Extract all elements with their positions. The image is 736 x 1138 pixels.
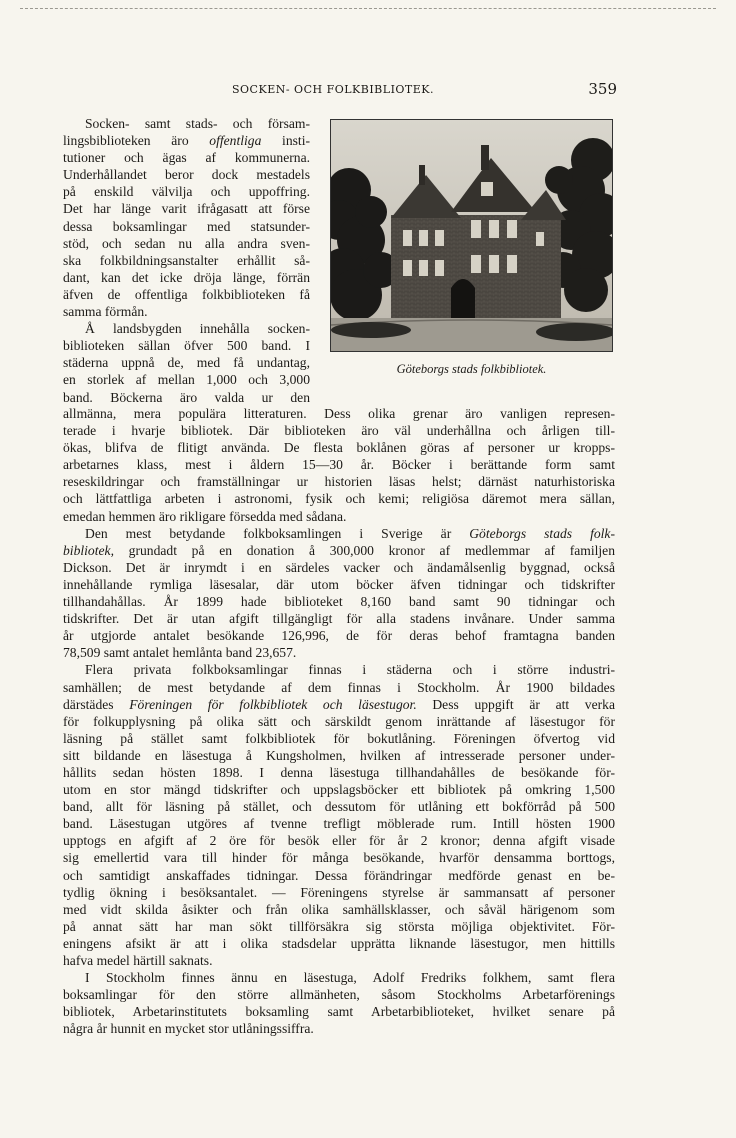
top-edge-rule [20,8,716,9]
text-line: tydlig ökning i besöksantalet. — Föreningens styrelse är sammansatt af personer [63,884,615,900]
text-line: I Stockholm finnes ännu en läsestuga, Adolf Fredriks folkhem, samt flera [85,970,615,986]
text-line: samma förmån. [63,304,148,320]
text-line: för folkupplysning på olika sätt och särskildt genom inrättande af läsestugor för [63,713,615,729]
text-line: samhällen; de mest betydande af dem finnas i Stockholm. År 1900 bildades [63,679,615,695]
emphasis: bibliotek, [63,542,114,558]
text-line: arbetarnes klass, mest i åldern 15—30 år. Böcker i berättande form samt [63,457,615,473]
text-line: läsning på stället samt folkbibliotek för bokutlåning. Föreningen öfvertog vid [63,730,615,746]
left-column-text [63,115,310,406]
text-line: upptogs en afgift af 2 öre för besök eller för år 2 kronor; denna afgift visade [63,833,615,849]
text-line: eningens afsikt är att i olika stadsdelar upprätta liknande läsestugor, men hittills [63,935,615,951]
text-line: band. Böckerna äro valda ur den [63,389,310,405]
text-line: Det har länge varit ifrågasatt att förse [63,201,310,217]
text-line: band, allt för läsning på stället, och dessutom för utlåning ett bokförråd på 500 [63,799,615,815]
text-line: på annat sätt har man sökt tillförsäkra sig största möjliga objektivitet. För- [63,918,615,934]
text-line: ska folkbildningsanstalter erhållit så- [63,252,310,268]
text-line: dant, kan det icke dröja länge, förrän [63,269,310,285]
text-line: sitt bildande en läsestuga å Kungsholmen, hvilken af intresserade personer under- [63,747,615,763]
page-number: 359 [588,80,617,98]
text-line: bibliotek, Arbetarinstitutets boksamling samt Arbetarbiblioteket, hvilket senare på [63,1004,615,1020]
text-line: med vidt skilda åsikter och från olika samhällsklasser, och såväl härigenom som [63,901,615,917]
text-line: bibliotek, grundadt på en donation å 300,000 kronor af medlemmar af familjen [63,542,615,558]
text-line: på enskild välvilja och uppoffring. [63,184,310,200]
text-line: reseskildringar och framställningar ur historien läsas helst; därnäst naturhistoriska [63,474,615,490]
library-building-illustration [331,120,612,351]
emphasis: Göteborgs stads folk- [469,525,615,541]
text-line: 78,509 samt antalet hemlånta band 23,657. [63,645,297,661]
main-body-text [63,405,615,1037]
text-line: Dickson. Det är inrymdt i en särdeles vacker och ändamålsenlig byggnad, också [63,559,615,575]
text-line: stöd, och sedan nu alla andra sven- [63,235,310,251]
running-title: SOCKEN- OCH FOLKBIBLIOTEK. [232,83,435,96]
text-line: ökas, blifva de flitigt använda. De flesta boklånen göras af personer ur kropps- [63,440,615,456]
text-line: allmänna, mera populära litteraturen. Dess olika grenar äro vanligen represen- [63,406,615,421]
text-line: innehållande rymliga läsesalar, där utom böcker äfven tidningar och tidskrifter [63,576,615,592]
emphasis: Föreningen för folkbibliotek och läsestugor. [129,696,417,712]
text-line: och lättfattliga arbeten i astronomi, fysik och kemi; religiösa däremot mera sällan, [63,491,615,507]
text-line: dessa boksamlingar med statsunder- [63,218,310,234]
text-line: Underhållandet beror dock mestadels [63,167,310,183]
text-line: därstädes Föreningen för folkbibliotek och läsestugor. Dess uppgift är att verka [63,696,615,712]
text-line: tillhandahållas. År 1899 hade biblioteket 8,160 band samt 90 tidningar och [63,594,615,610]
text-line: biblioteken sällan öfver 500 band. I [63,338,310,354]
text-line: och samtidigt anskaffades tidningar. Dessa förändringar medförde genast en be- [63,867,615,883]
text-line: Å landsbygden innehålla socken- [85,321,310,337]
text-line: år utgjorde antalet besökande 126,996, de för deras behof framtagna banden [63,628,615,644]
emphasis: offentliga [209,133,262,149]
text-line: Den mest betydande folkboksamlingen i Sverige är Göteborgs stads folk- [85,525,615,541]
library-photograph [330,119,613,352]
figure-caption: Göteborgs stads folkbibliotek. [396,362,547,376]
text-line: hållits sedan hösten 1898. I denna läsestuga tillhandahålles de besökande för- [63,764,615,780]
text-line: städerna uppnå de, med få undantag, [63,355,310,371]
text-line: band. Läsestugan utgöres af tvenne trefligt möblerade rum. Intill hösten 1900 [63,816,615,832]
text-line: Flera privata folkboksamlingar finnas i städerna och i större industri- [85,662,615,678]
text-line: lingsbiblioteken äro offentliga insti- [63,133,310,149]
text-line: hafva medel härtill saknats. [63,953,213,968]
text-line: sig emellertid vara till hinder för många besökande, hvarför densamma borttogs, [63,850,615,866]
text-line: en storlek af mellan 1,000 och 3,000 [63,372,310,388]
text-line: Socken- samt stads- och försam- [85,116,310,131]
text-line: tutioner och ägas af kommunerna. [63,150,310,166]
text-line: tidskrifter. Det är utan afgift tillgängligt för alla stadens invånare. Under samma [63,611,615,627]
text-line: äfven de offentliga folkbiblioteken få [63,286,310,302]
text-line: utom en stor mängd tidskrifter och uppslagsböcker ett bibliotek på omkring 1,500 [63,782,615,798]
text-line: boksamlingar för den större allmänheten, såsom Stockholms Arbetarförenings [63,987,615,1003]
text-line: några år hunnit en mycket stor utlåningssiffra. [63,1021,314,1037]
text-line: terade i hvarje bibliotek. Där biblioteken äro väl underhållna och årligen till- [63,423,615,439]
text-line: emedan hemmen äro rikligare försedda med sådana. [63,508,347,524]
